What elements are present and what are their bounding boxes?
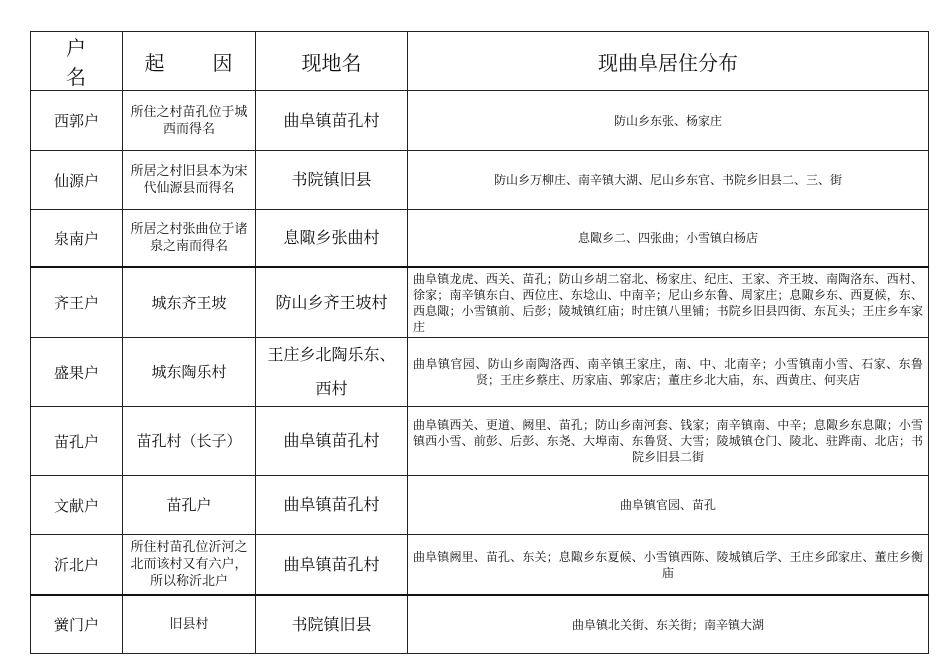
table-row — [31, 91, 929, 151]
household-name: 西郭户 — [31, 91, 123, 151]
origin-cell: 所住之村苗孔位于城西而得名 — [123, 91, 256, 151]
origin-cell: 城东陶乐村 — [123, 338, 256, 407]
table-row — [31, 151, 929, 210]
header-origin: 起 因 — [123, 32, 256, 91]
household-name: 泉南户 — [31, 210, 123, 268]
distribution-cell: 曲阜镇官园、防山乡南陶洛西、南辛镇王家庄，南、中、北南辛；小雪镇南小雪、石家、东鲁贤；王庄乡蔡庄、历家庙、郭家店；董庄乡北大庙，东、西黄庄、何夹店 — [408, 338, 929, 407]
current-place-cell: 曲阜镇苗孔村 — [256, 535, 408, 596]
current-place-cell: 曲阜镇苗孔村 — [256, 407, 408, 476]
distribution-cell: 防山乡东张、杨家庄 — [408, 91, 929, 151]
table-row — [31, 535, 929, 596]
household-name: 盛果户 — [31, 338, 123, 407]
origin-cell: 旧县村 — [123, 595, 256, 654]
table-row — [31, 595, 929, 654]
distribution-cell: 息陬乡二、四张曲；小雪镇白杨店 — [408, 210, 929, 268]
table-row — [31, 338, 929, 407]
current-place-cell: 王庄乡北陶乐东、西村 — [256, 338, 408, 407]
distribution-cell: 防山乡万柳庄、南辛镇大湖、尼山乡东官、书院乡旧县二、三、街 — [408, 151, 929, 210]
household-name: 文献户 — [31, 476, 123, 535]
distribution-cell: 曲阜镇龙虎、西关、苗孔；防山乡胡二窑北、杨家庄、纪庄、王家、齐王坡、南陶洛东、西村、徐家；南辛镇东白、西位庄、东埝山、中南辛；尼山乡东鲁、周家庄；息陬乡东、西夏候，东、西息陬；小雪镇前、后彭；陵城镇红庙；时庄镇八里铺；书院乡旧县四街、东瓦头；王庄乡车家庄 — [408, 267, 929, 338]
current-place-cell: 息陬乡张曲村 — [256, 210, 408, 268]
origin-cell: 所居之村张曲位于诸泉之南而得名 — [123, 210, 256, 268]
table-row — [31, 407, 929, 476]
table-row — [31, 267, 929, 338]
household-name: 黉门户 — [31, 595, 123, 654]
table-row — [31, 210, 929, 268]
origin-cell: 苗孔村（长子） — [123, 407, 256, 476]
distribution-cell: 曲阜镇西关、更道、阙里、苗孔；防山乡南河套、钱家；南辛镇南、中辛；息陬乡东息陬；小雪镇西小雪、前彭、后彭、东尧、大埠南、东鲁贤、大雪；陵城镇仓门、陵北、驻跸南、北店；书院乡旧县二街 — [408, 407, 929, 476]
current-place-cell: 书院镇旧县 — [256, 151, 408, 210]
household-name: 仙源户 — [31, 151, 123, 210]
origin-cell: 所住村苗孔位沂河之北而该村又有六户，所以称沂北户 — [123, 535, 256, 596]
origin-cell: 苗孔户 — [123, 476, 256, 535]
household-name: 沂北户 — [31, 535, 123, 596]
current-place-cell: 书院镇旧县 — [256, 595, 408, 654]
current-place-cell: 曲阜镇苗孔村 — [256, 91, 408, 151]
origin-cell: 所居之村旧县本为宋代仙源县而得名 — [123, 151, 256, 210]
header-row — [31, 32, 929, 91]
origin-cell: 城东齐王坡 — [123, 267, 256, 338]
distribution-cell: 曲阜镇北关街、东关街；南辛镇大湖 — [408, 595, 929, 654]
current-place-cell: 防山乡齐王坡村 — [256, 267, 408, 338]
header-distribution: 现曲阜居住分布 — [408, 32, 929, 91]
table-row — [31, 476, 929, 535]
distribution-cell: 曲阜镇阙里、苗孔、东关；息陬乡东夏候、小雪镇西陈、陵城镇后学、王庄乡邱家庄、董庄乡衡庙 — [408, 535, 929, 596]
header-current-place: 现地名 — [256, 32, 408, 91]
household-name: 齐王户 — [31, 267, 123, 338]
distribution-cell: 曲阜镇官园、苗孔 — [408, 476, 929, 535]
header-household: 户 名 — [31, 32, 123, 91]
current-place-cell: 曲阜镇苗孔村 — [256, 476, 408, 535]
household-distribution-table — [30, 31, 929, 654]
household-name: 苗孔户 — [31, 407, 123, 476]
